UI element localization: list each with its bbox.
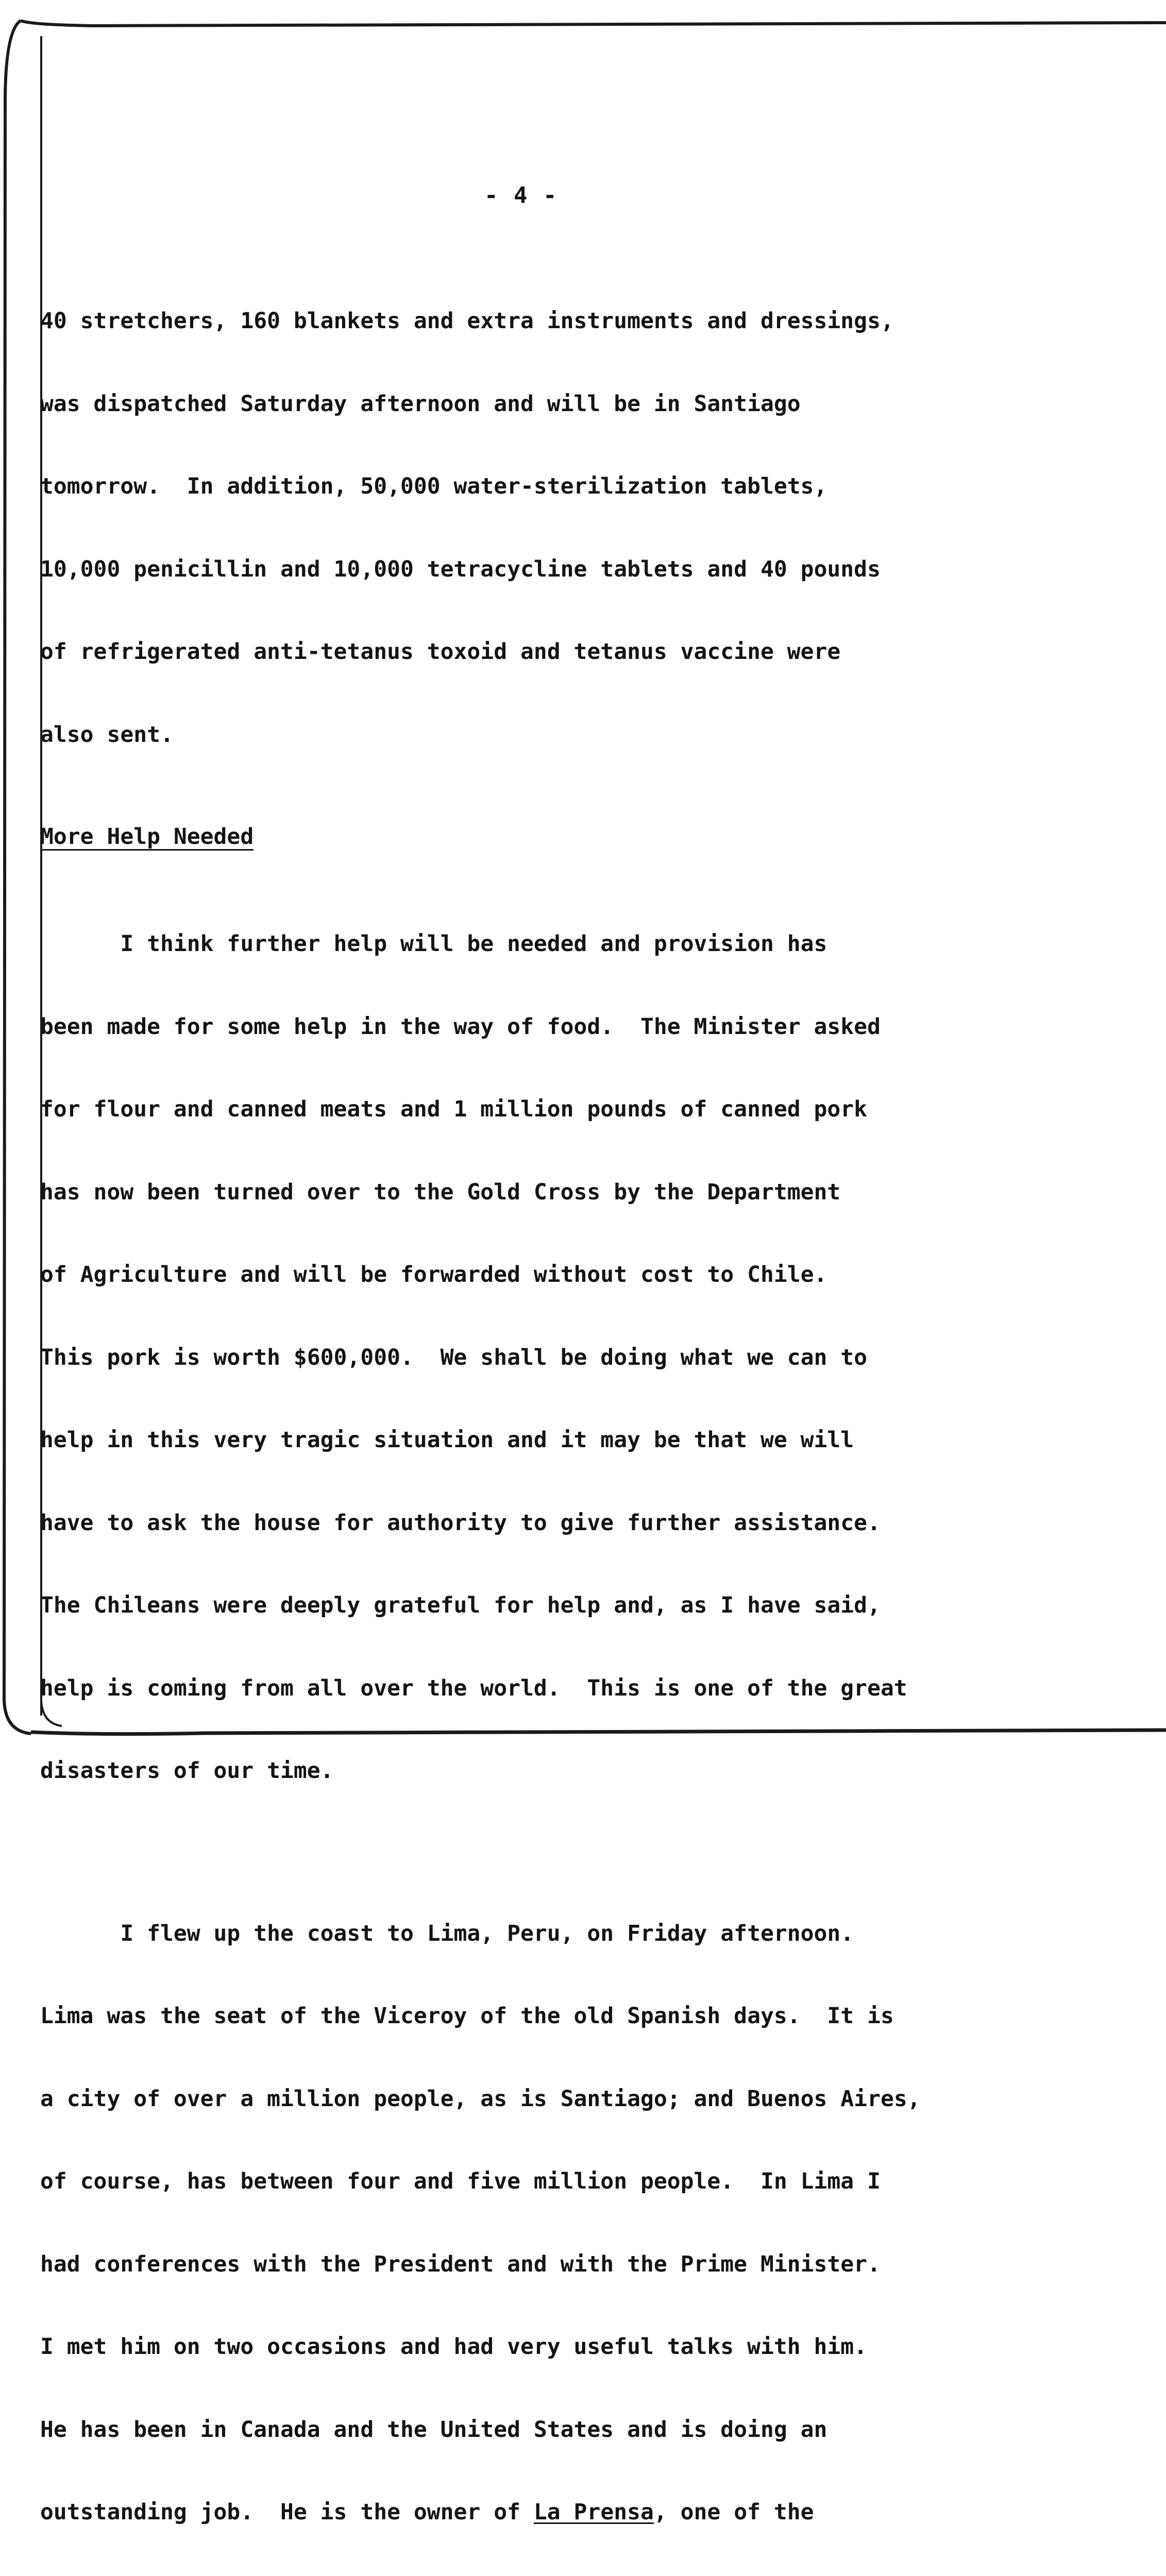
text-line: of course, has between four and five million people. In Lima I: [40, 2168, 1122, 2196]
text-line: for flour and canned meats and 1 million pounds of canned pork: [40, 1096, 1122, 1124]
paragraph-lima: [40, 1865, 1122, 2576]
text-line: 10,000 penicillin and 10,000 tetracycline tablets and 40 pounds: [40, 556, 1122, 584]
text-line: also sent.: [40, 721, 1122, 749]
text-line: tomorrow. In addition, 50,000 water-sterilization tablets,: [40, 473, 1122, 501]
text-line: I think further help will be needed and provision has: [40, 930, 1122, 958]
paragraph-food-aid: [40, 875, 1122, 1840]
text-line: had conferences with the President and with the Prime Minister.: [40, 2251, 1122, 2279]
text-line: I flew up the coast to Lima, Peru, on Friday afternoon.: [40, 1920, 1122, 1948]
text-line: of Agriculture and will be forwarded without cost to Chile.: [40, 1261, 1122, 1289]
text-line: I met him on two occasions and had very useful talks with him.: [40, 2333, 1122, 2361]
text-line: of refrigerated anti-tetanus toxoid and tetanus vaccine were: [40, 638, 1122, 666]
text-line: was dispatched Saturday afternoon and will be in Santiago: [40, 391, 1122, 418]
text-line: Lima was the seat of the Viceroy of the old Spanish days. It is: [40, 2003, 1122, 2030]
text-line: The Chileans were deeply grateful for help and, as I have said,: [40, 1592, 1122, 1620]
text-line: a city of over a million people, as is Santiago; and Buenos Aires,: [40, 2086, 1122, 2113]
text-line-la-prensa: outstanding job. He is the owner of La Prensa, one of the: [40, 2499, 1122, 2527]
text-line: has now been turned over to the Gold Cross by the Department: [40, 1179, 1122, 1207]
text-line: This pork is worth $600,000. We shall be doing what we can to: [40, 1344, 1122, 1372]
text-line: disasters of our time.: [40, 1757, 1122, 1785]
text-line: been made for some help in the way of food. The Minister asked: [40, 1013, 1122, 1041]
section-heading-more-help: More Help Needed: [40, 824, 254, 851]
text-line: 40 stretchers, 160 blankets and extra instruments and dressings,: [40, 308, 1122, 335]
text-line: help is coming from all over the world. This is one of the great: [40, 1675, 1122, 1703]
underlined-text: La Prensa: [534, 2499, 654, 2525]
document-body: [40, 252, 1122, 2576]
text-line: have to ask the house for authority to give further assistance.: [40, 1510, 1122, 1537]
page-number: - 4 -: [484, 182, 557, 209]
text-line: help in this very tragic situation and it may be that we will: [40, 1427, 1122, 1454]
paragraph-supplies: [40, 252, 1122, 804]
text-line: He has been in Canada and the United States and is doing an: [40, 2416, 1122, 2444]
